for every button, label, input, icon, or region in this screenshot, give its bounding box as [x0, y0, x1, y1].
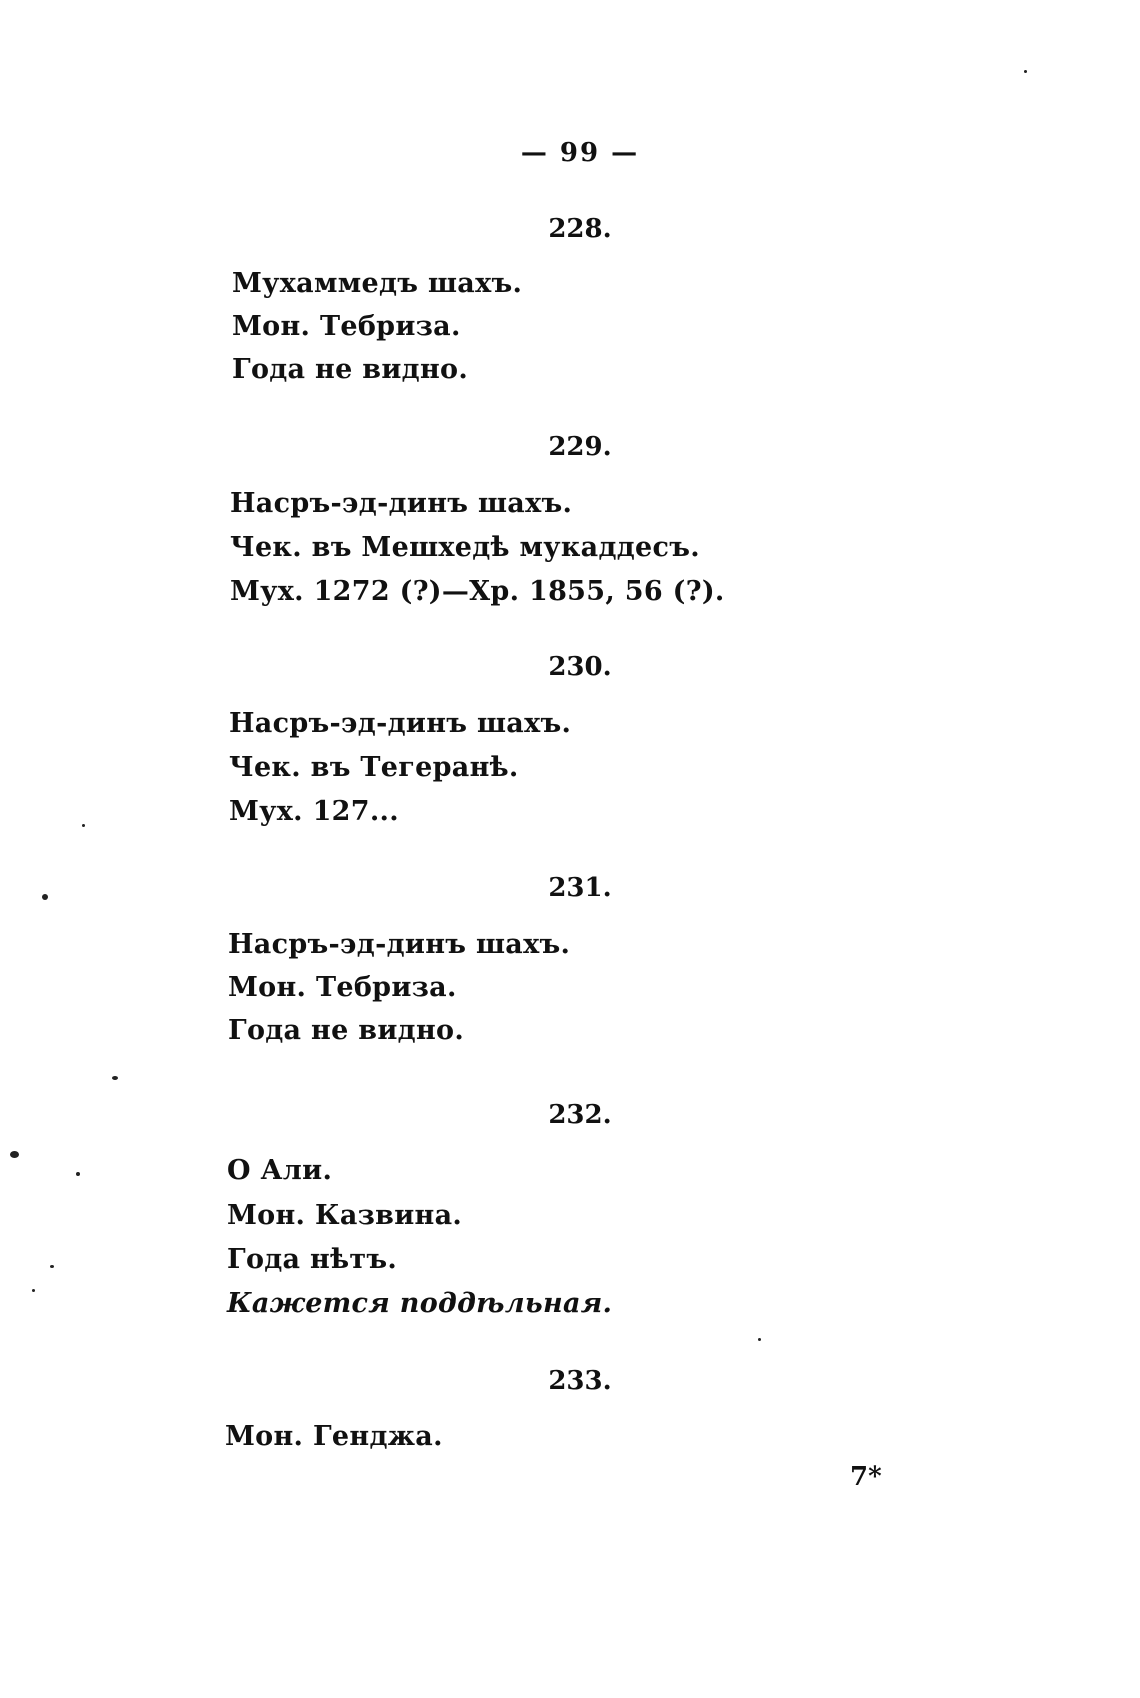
- scan-speck: [82, 824, 85, 827]
- entry-line: Чек. въ Тегеранѣ.: [229, 752, 519, 783]
- scan-speck: [1024, 70, 1027, 73]
- entry-number: 229.: [548, 432, 612, 462]
- entry-line: Насръ-эд-динъ шахъ.: [229, 708, 572, 739]
- entry-line: Чек. въ Мешхедѣ мукаддесъ.: [230, 532, 700, 563]
- page-number: — 99 —: [520, 138, 640, 168]
- entry-line: Мух. 127...: [229, 796, 399, 827]
- scan-speck: [76, 1172, 80, 1176]
- entry-number: 230.: [548, 652, 612, 682]
- signature-mark: 7*: [850, 1462, 882, 1492]
- entry-line: Мухаммедъ шахъ.: [232, 268, 523, 299]
- entry-number: 232.: [548, 1100, 612, 1130]
- entry-line: Мух. 1272 (?)—Хр. 1855, 56 (?).: [230, 576, 725, 607]
- entry-line: Мон. Тебриза.: [232, 311, 461, 342]
- entry-number: 233.: [548, 1366, 612, 1396]
- entry-line: Года не видно.: [228, 1015, 465, 1046]
- entry-line: Мон. Генджа.: [225, 1421, 443, 1452]
- scan-speck: [42, 894, 48, 900]
- scan-speck: [10, 1151, 19, 1158]
- entry-number: 231.: [548, 873, 612, 903]
- entry-note: Кажется поддѣльная.: [227, 1288, 613, 1319]
- scan-speck: [758, 1338, 761, 1341]
- entry-line: Насръ-эд-динъ шахъ.: [228, 929, 571, 960]
- entry-line: Года не видно.: [232, 354, 469, 385]
- entry-line: Мон. Тебриза.: [228, 972, 457, 1003]
- entry-line: Мон. Казвина.: [227, 1200, 463, 1231]
- scan-speck: [50, 1265, 54, 1268]
- entry-line: Насръ-эд-динъ шахъ.: [230, 488, 573, 519]
- entry-number: 228.: [548, 214, 612, 244]
- entry-line: О Али.: [227, 1155, 333, 1186]
- scan-speck: [112, 1076, 118, 1080]
- entry-line: Года нѣтъ.: [227, 1244, 398, 1275]
- scan-speck: [32, 1289, 35, 1292]
